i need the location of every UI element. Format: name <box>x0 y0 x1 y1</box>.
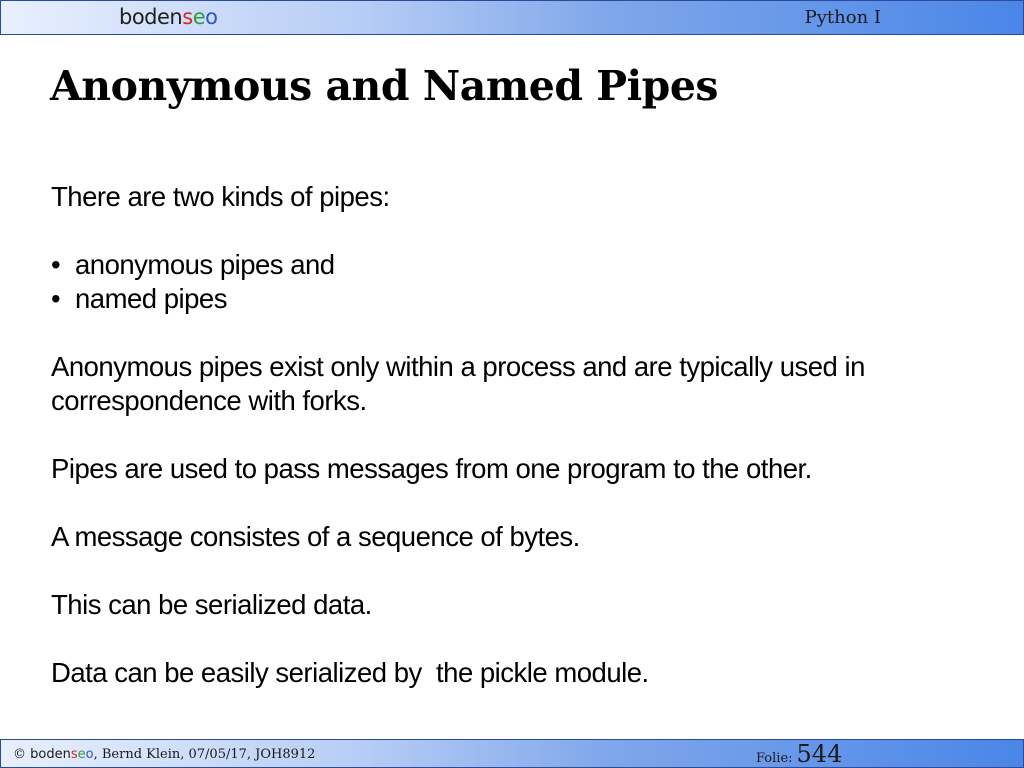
bullet-icon: • <box>51 249 61 280</box>
footer-credits <box>13 746 315 764</box>
list-item <box>51 282 981 316</box>
logo-letter-s: s <box>182 5 193 29</box>
footer-logo-boden: boden <box>30 747 71 762</box>
footer-author-date: , Bernd Klein, 07/05/17, JOH8912 <box>93 747 316 762</box>
paragraph-message-bytes: A message consistes of a sequence of bytes. <box>51 521 580 552</box>
slide-title: Anonymous and Named Pipes <box>50 62 719 110</box>
footer-logo-s: s <box>70 747 78 762</box>
course-title: Python I <box>804 7 881 28</box>
paragraph-serialized-data: This can be serialized data. <box>51 589 372 620</box>
bullet-icon: • <box>51 283 61 314</box>
logo-letter-o: o <box>205 5 218 29</box>
list-item-text: anonymous pipes and <box>75 249 335 280</box>
logo-letter-e: e <box>192 5 206 29</box>
pipe-kinds-list <box>51 248 981 316</box>
slide-content <box>51 180 981 724</box>
logo-text-boden: boden <box>119 5 183 29</box>
footer-logo-e: e <box>77 747 86 762</box>
paragraph-pickle-module: Data can be easily serialized by the pickle module. <box>51 657 649 688</box>
folie-label: Folie: <box>756 751 793 766</box>
copyright-icon: © <box>13 747 26 762</box>
header-bar <box>0 0 1024 35</box>
paragraph-pipes-messages: Pipes are used to pass messages from one program to the other. <box>51 453 812 484</box>
slide-number <box>756 740 842 768</box>
list-item <box>51 248 981 282</box>
footer-logo <box>30 747 93 762</box>
paragraph-anonymous-pipes: Anonymous pipes exist only within a process and are typically used in correspondence with forks. <box>51 351 865 416</box>
folie-number: 544 <box>796 740 843 768</box>
bodenseo-logo <box>119 3 217 31</box>
footer-logo-o: o <box>85 747 94 762</box>
list-item-text: named pipes <box>75 283 227 314</box>
intro-text: There are two kinds of pipes: <box>51 181 390 212</box>
footer-bar <box>0 739 1024 768</box>
